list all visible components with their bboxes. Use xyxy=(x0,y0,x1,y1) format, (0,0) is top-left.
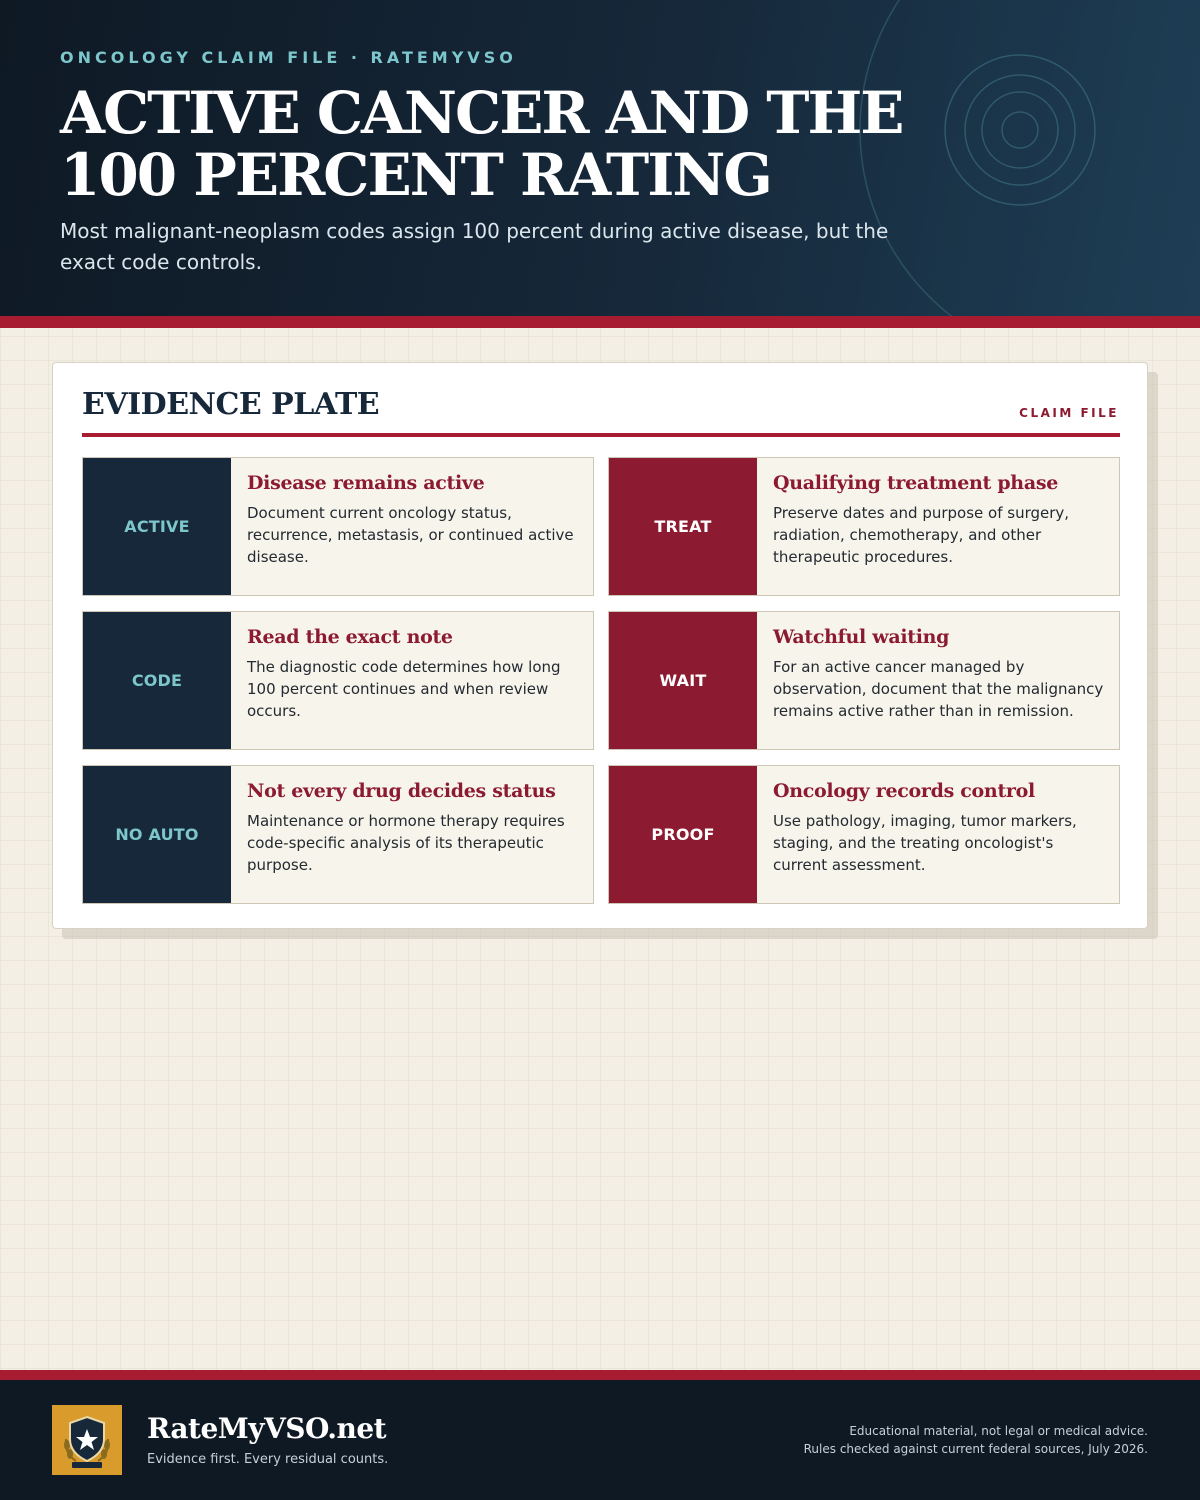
footer-divider xyxy=(0,1370,1200,1380)
title-line-1: ACTIVE CANCER AND THE xyxy=(60,79,903,147)
tile-code-badge: WAIT xyxy=(609,612,757,749)
tile-body: Document current oncology status, recurrence, metastasis, or continued active disease. xyxy=(247,504,574,566)
brand-name[interactable]: RateMyVSO.net xyxy=(147,1412,387,1445)
tile-heading: Not every drug decides status xyxy=(247,780,556,802)
tile-code-badge: CODE xyxy=(83,612,231,749)
tile-no-auto xyxy=(82,765,594,904)
page-subtitle: Most malignant-neoplasm codes assign 100 percent during active disease, but the exact code controls. xyxy=(60,219,889,274)
tile-code-badge: TREAT xyxy=(609,458,757,595)
tile-heading: Disease remains active xyxy=(247,472,485,494)
tile-body: The diagnostic code determines how long 100 percent continues and when review occurs. xyxy=(247,658,561,720)
header-banner xyxy=(0,0,1200,316)
tile-body: For an active cancer managed by observation, document that the malignancy remains active rather than in remission. xyxy=(773,658,1104,720)
tile-code-badge: PROOF xyxy=(609,766,757,903)
tile-code xyxy=(82,611,594,750)
tile-heading: Qualifying treatment phase xyxy=(773,472,1059,494)
plate-tag: CLAIM FILE xyxy=(1019,406,1119,420)
tile-active xyxy=(82,457,594,596)
plate-title: EVIDENCE PLATE xyxy=(82,387,380,422)
plate-rule xyxy=(82,433,1120,437)
disclaimer-line-1: Educational material, not legal or medical advice. xyxy=(849,1424,1148,1438)
shield-star-icon xyxy=(52,1405,122,1475)
tile-body: Maintenance or hormone therapy requires code-specific analysis of its therapeutic purpose. xyxy=(247,812,565,874)
tile-treat xyxy=(608,457,1120,596)
eyebrow-label: ONCOLOGY CLAIM FILE · RATEMYVSO xyxy=(60,48,517,67)
title-line-2: 100 PERCENT RATING xyxy=(60,141,771,209)
tile-heading: Read the exact note xyxy=(247,626,453,648)
header-divider xyxy=(0,316,1200,328)
disclaimer-line-2: Rules checked against current federal sources, July 2026. xyxy=(803,1442,1148,1456)
footer xyxy=(0,1380,1200,1500)
disclaimer xyxy=(728,1422,1148,1458)
tile-body: Use pathology, imaging, tumor markers, staging, and the treating oncologist's current assessment. xyxy=(773,812,1077,874)
tile-wait xyxy=(608,611,1120,750)
tile-heading: Watchful waiting xyxy=(773,626,950,648)
tile-heading: Oncology records control xyxy=(773,780,1035,802)
tile-code-badge: ACTIVE xyxy=(83,458,231,595)
logo[interactable] xyxy=(52,1405,122,1475)
page-title xyxy=(60,79,960,209)
tile-proof xyxy=(608,765,1120,904)
tile-code-badge: NO AUTO xyxy=(83,766,231,903)
brand-tagline: Evidence first. Every residual counts. xyxy=(147,1452,389,1467)
evidence-plate xyxy=(52,362,1148,929)
tile-body: Preserve dates and purpose of surgery, radiation, chemotherapy, and other therapeutic procedures. xyxy=(773,504,1070,566)
